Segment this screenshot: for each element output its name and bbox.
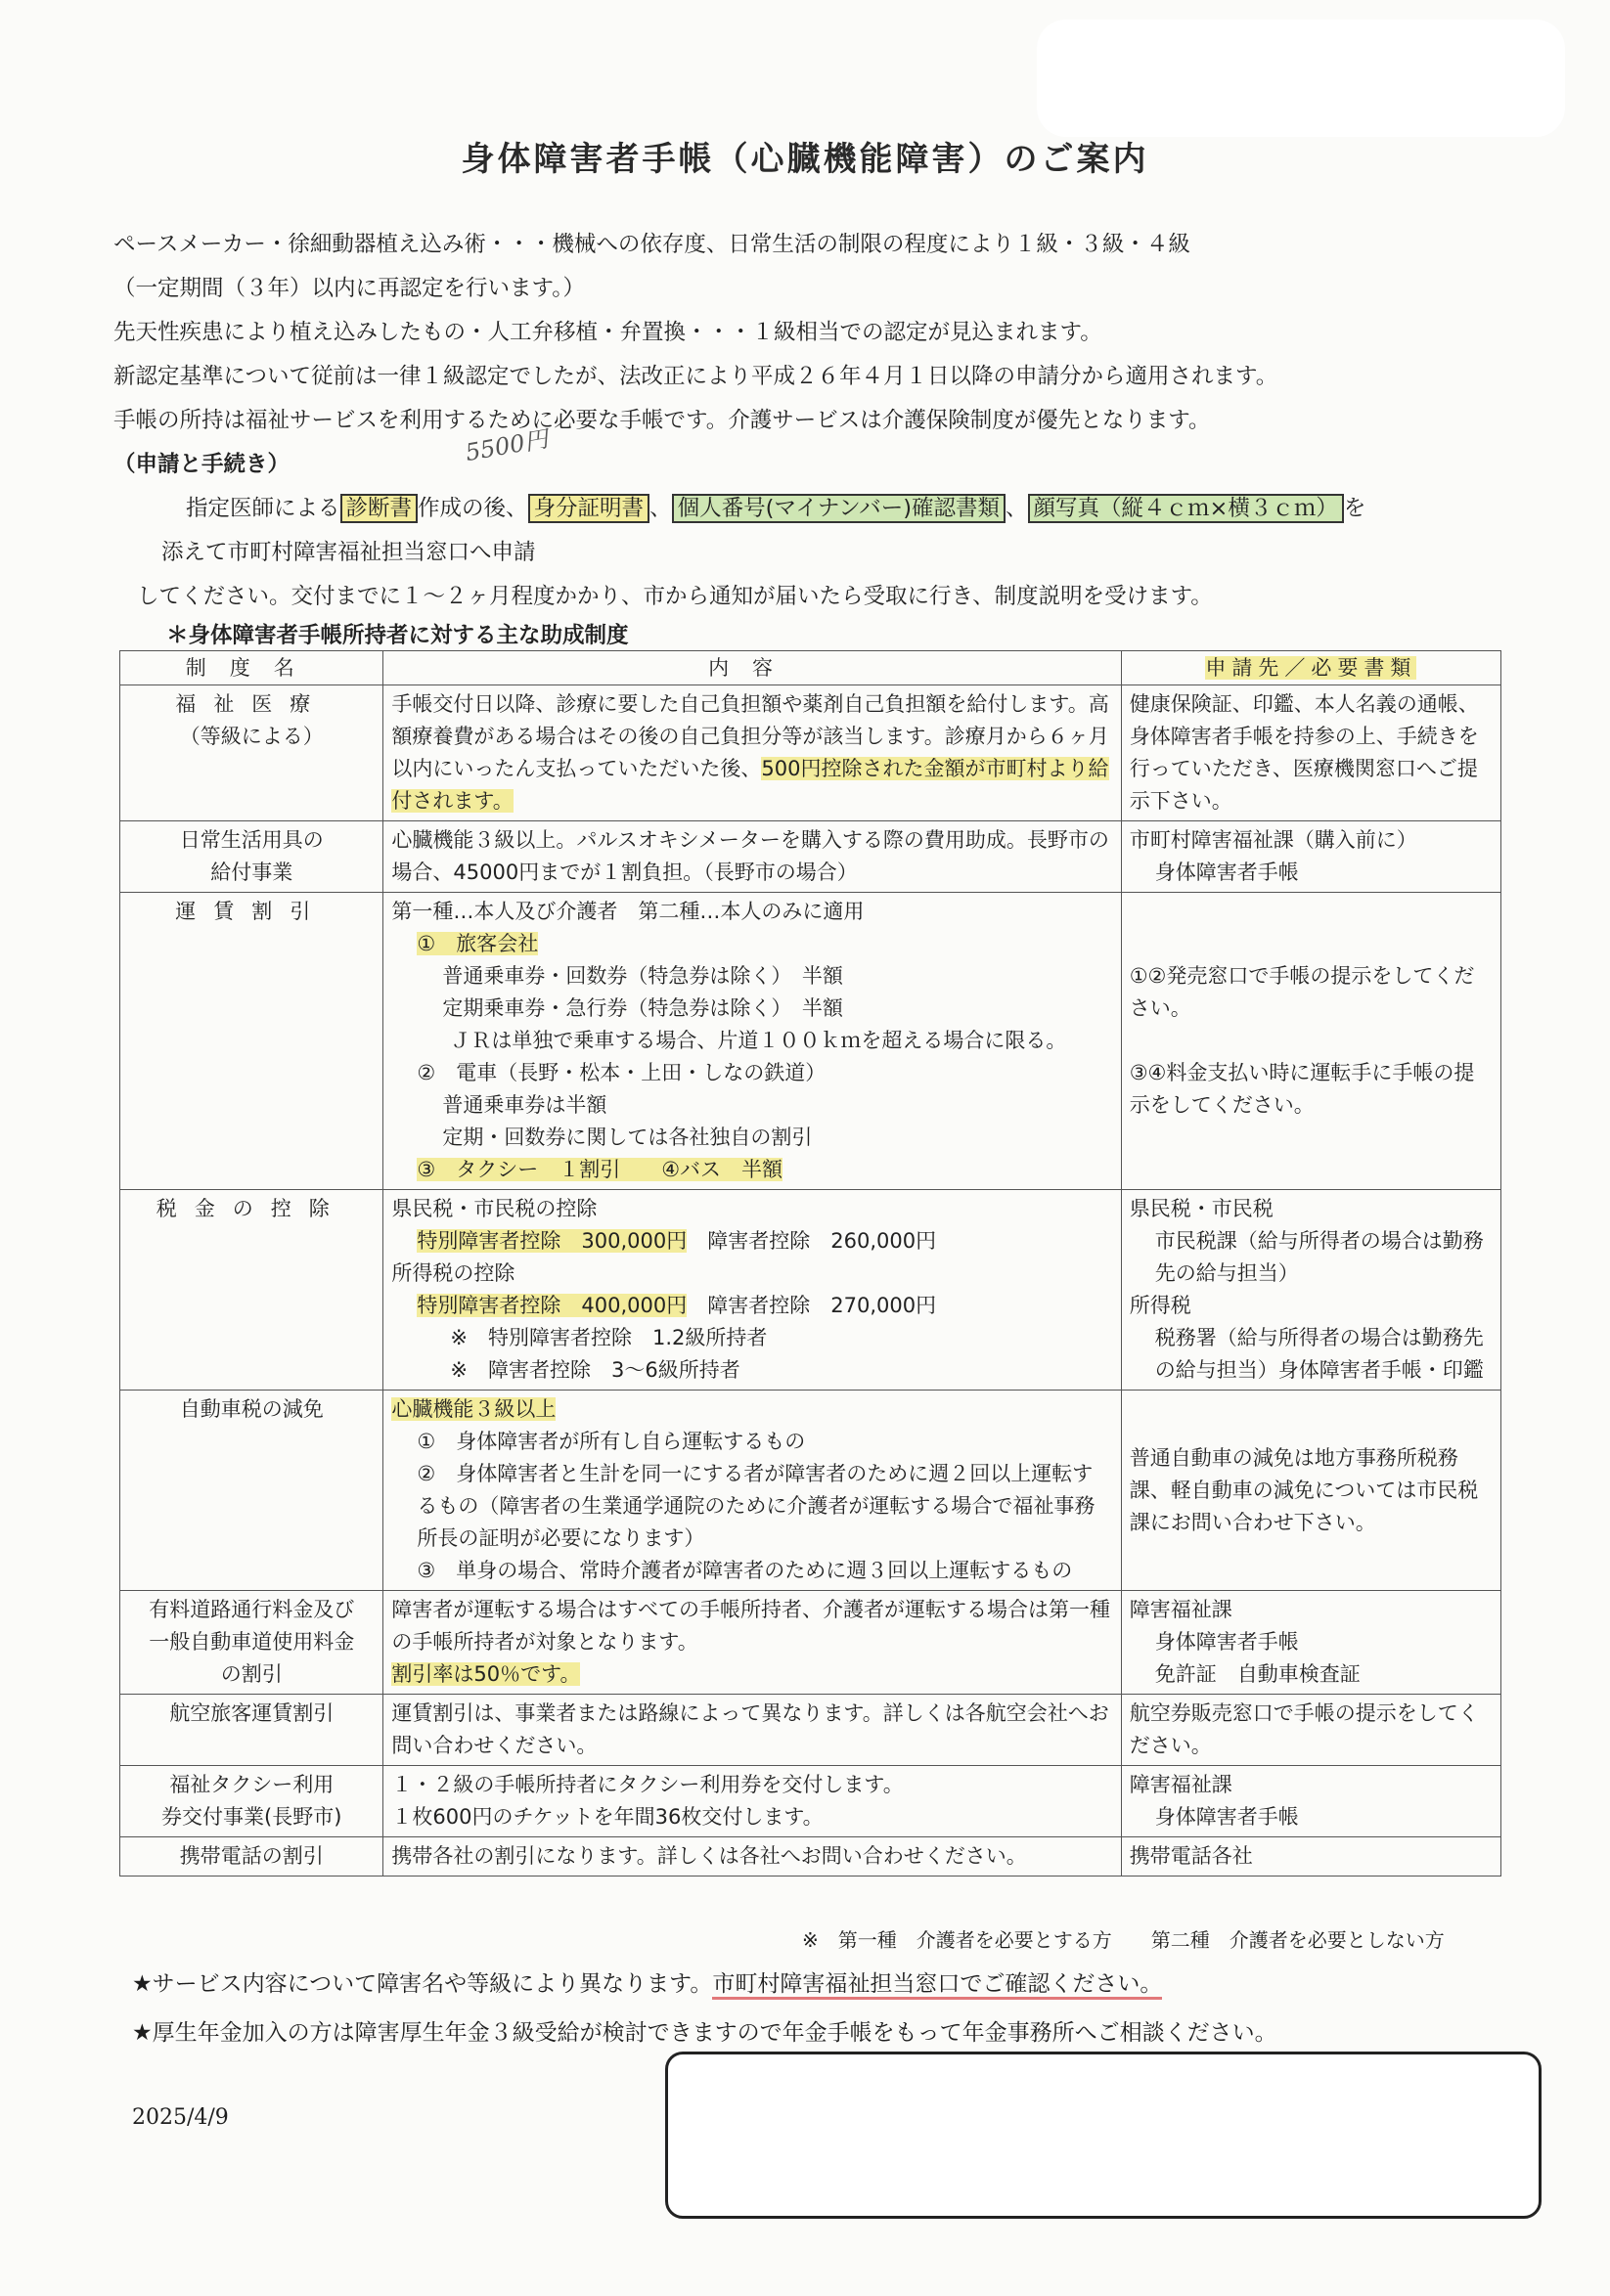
cell-content bbox=[383, 1766, 1121, 1837]
subsidy-table bbox=[119, 650, 1501, 1877]
row-name: 一般自動車道使用料金 bbox=[149, 1630, 355, 1654]
content-line: 県民税・市民税の控除 bbox=[391, 1197, 598, 1220]
cell-apply: 健康保険証、印鑑、本人名義の通帳、身体障害者手帳を持参の上、手続きを行っていただき、医療機関窓口へご提示下さい。 bbox=[1121, 685, 1500, 821]
apply-line: 税務署（給与所得者の場合は勤務先の給与担当）身体障害者手帳・印鑑 bbox=[1154, 1326, 1484, 1382]
procedure-line-2: 添えて市町村障害福祉担当窓口へ申請 bbox=[161, 540, 536, 565]
cell-name bbox=[120, 1766, 383, 1837]
content-highlight: 割引率は50％です。 bbox=[391, 1662, 581, 1686]
table-heading: ＊身体障害者手帳所持者に対する主な助成制度 bbox=[166, 623, 629, 648]
cell-name bbox=[120, 893, 383, 1190]
procedure-line-3: してください。交付までに１〜２ヶ月程度かかり、市から通知が届いたら受取に行き、制度説明を受けます。 bbox=[137, 584, 1213, 609]
cell-apply bbox=[1121, 1591, 1500, 1695]
cell-content bbox=[383, 893, 1121, 1190]
procedure-text: 作成の後、 bbox=[418, 496, 528, 521]
page-title: 身体障害者手帳（心臓機能障害）のご案内 bbox=[461, 140, 1149, 179]
procedure-text: を bbox=[1343, 496, 1366, 521]
procedure-text: 指定医師による bbox=[186, 496, 340, 521]
cell-name bbox=[120, 821, 383, 893]
cell-name: 航空旅客運賃割引 bbox=[120, 1695, 383, 1766]
apply-line: 身体障害者手帳 bbox=[1154, 861, 1299, 884]
row-name: の割引 bbox=[220, 1662, 283, 1686]
row-name: 福祉タクシー利用 bbox=[169, 1773, 335, 1796]
footnote: ※ 第一種 介護者を必要とする方 第二種 介護者を必要としない方 bbox=[802, 1928, 1445, 1952]
content-line: ※ 障害者控除 3〜6級所持者 bbox=[450, 1358, 740, 1382]
content-line: 普通乗車券は半額 bbox=[442, 1093, 607, 1117]
row-fukushi-iryo bbox=[120, 685, 1501, 821]
content-line bbox=[391, 1225, 1112, 1258]
cell-content bbox=[383, 685, 1121, 821]
row-nichijo-seikatsu bbox=[120, 821, 1501, 893]
content-line: １枚600円のチケットを年間36枚交付します。 bbox=[391, 1805, 824, 1829]
apply-line: ①②発売窓口で手帳の提示をしてください。 bbox=[1129, 964, 1475, 1020]
cell-apply bbox=[1121, 1190, 1500, 1391]
content-line: 障害者が運転する場合はすべての手帳所持者、介護者が運転する場合は第一種の手帳所持者が対象となります。 bbox=[391, 1598, 1110, 1654]
redacted-area-top bbox=[1037, 20, 1565, 137]
content-highlight: ③ タクシー １割引 ④バス 半額 bbox=[417, 1158, 783, 1181]
row-name: 有料道路通行料金及び bbox=[149, 1598, 355, 1621]
row-keitai-denwa bbox=[120, 1837, 1501, 1877]
content-line: ③ 単身の場合、常時介護者が障害者のために週３回以上運転するもの bbox=[417, 1559, 1073, 1582]
header-shinseisaki-text: 申請先／必要書類 bbox=[1205, 656, 1417, 680]
content-line: ※ 特別障害者控除 1.2級所持者 bbox=[450, 1326, 768, 1349]
separator: 、 bbox=[1006, 496, 1028, 521]
notice-line-2: ★厚生年金加入の方は障害厚生年金３級受給が検討できますので年金手帳をもって年金事務所へご相談ください。 bbox=[132, 2020, 1277, 2046]
intro-line-3: 先天性疾患により植え込みしたもの・人工弁移植・弁置換・・・１級相当での認定が見込まれます。 bbox=[113, 320, 1102, 345]
item-mibun: 身分証明書 bbox=[528, 494, 650, 523]
content-line: ① 身体障害者が所有し自ら運転するもの bbox=[417, 1430, 806, 1453]
content-line: 定期乗車券・急行券（特急券は除く） 半額 bbox=[442, 996, 843, 1020]
document-date: 2025/4/9 bbox=[132, 2105, 229, 2130]
procedure-line-1 bbox=[186, 491, 1365, 522]
notice-line-1 bbox=[132, 1965, 1162, 1998]
apply-line: ③④料金支払い時に運転手に手帳の提示をしてください。 bbox=[1129, 1061, 1475, 1117]
cell-apply: 航空券販売窓口で手帳の提示をしてください。 bbox=[1121, 1695, 1500, 1766]
spacer bbox=[1130, 928, 1493, 960]
procedure-heading: （申請と手続き） bbox=[113, 452, 291, 477]
content-line: ② 身体障害者と生計を同一にする者が障害者のために週２回以上運転するもの（障害者の生業通学通院のために介護者が運転する場合で福祉事務所長の証明が必要になります） bbox=[417, 1462, 1096, 1550]
cell-apply: 携帯電話各社 bbox=[1121, 1837, 1500, 1877]
row-name: 券交付事業(長野市) bbox=[161, 1805, 342, 1829]
content-line: 普通乗車券・回数券（特急券は除く） 半額 bbox=[442, 964, 843, 988]
content-line: 定期・回数券に関しては各社独自の割引 bbox=[442, 1126, 813, 1149]
cell-name: 携帯電話の割引 bbox=[120, 1837, 383, 1877]
header-shinseisaki bbox=[1121, 651, 1500, 685]
content-text: 障害者控除 260,000円 bbox=[707, 1229, 937, 1253]
cell-apply bbox=[1121, 1766, 1500, 1837]
cell-apply bbox=[1121, 893, 1500, 1190]
cell-name bbox=[120, 1190, 383, 1391]
row-name: 福祉医療 bbox=[175, 692, 329, 716]
row-fukushi-taxi bbox=[120, 1766, 1501, 1837]
cell-name bbox=[120, 1591, 383, 1695]
intro-line-4: 新認定基準について従前は一律１級認定でしたが、法改正により平成２６年４月１日以降の申請分から適用されます。 bbox=[113, 364, 1278, 389]
intro-line-2: （一定期間（３年）以内に再認定を行います。） bbox=[113, 276, 585, 301]
apply-line: 市民税課（給与所得者の場合は勤務先の給与担当） bbox=[1154, 1229, 1484, 1285]
redacted-stamp-box bbox=[665, 2052, 1542, 2219]
row-name-sub: 給付事業 bbox=[210, 861, 293, 884]
apply-line: 身体障害者手帳 bbox=[1154, 1630, 1299, 1654]
content-text: 障害者控除 270,000円 bbox=[707, 1294, 937, 1317]
row-yuryo-doro bbox=[120, 1591, 1501, 1695]
row-koku-ryokaku bbox=[120, 1695, 1501, 1766]
content-line bbox=[391, 928, 1112, 960]
apply-line: 所得税 bbox=[1129, 1294, 1191, 1317]
apply-line: 免許証 自動車検査証 bbox=[1154, 1662, 1361, 1686]
cell-content bbox=[383, 1591, 1121, 1695]
header-naiyo: 内容 bbox=[383, 651, 1121, 685]
intro-line-5: 手帳の所持は福祉サービスを利用するために必要な手帳です。介護サービスは介護保険制度が優先となります。 bbox=[113, 408, 1211, 433]
content-line: ② 電車（長野・松本・上田・しなの鉄道） bbox=[417, 1061, 827, 1084]
content-line bbox=[391, 1658, 1112, 1691]
content-text: 手帳交付日以降、診療に要した自己負担額や薬剤自己負担額を給付します。高額療養費がある場合はその後の自己負担分等が該当します。診療月から６ヶ月以内にいったん支払っていただいた後、 bbox=[391, 692, 1109, 780]
content-line bbox=[391, 1290, 1112, 1322]
handwritten-note: 5500円 bbox=[463, 424, 551, 467]
cell-name: 自動車税の減免 bbox=[120, 1391, 383, 1591]
apply-line: 身体障害者手帳 bbox=[1154, 1805, 1299, 1829]
content-highlight: 500円控除された金額が市町村より給付されます。 bbox=[391, 757, 1109, 813]
item-mynumber: 個人番号(マイナンバー)確認書類 bbox=[672, 494, 1006, 523]
cell-content: 心臓機能３級以上。パルスオキシメーターを購入する際の費用助成。長野市の場合、45000円までが１割負担。（長野市の場合） bbox=[383, 821, 1121, 893]
apply-line: 障害福祉課 bbox=[1129, 1773, 1232, 1796]
cell-content bbox=[383, 1190, 1121, 1391]
content-highlight: 心臓機能３級以上 bbox=[391, 1397, 557, 1421]
cell-apply bbox=[1121, 821, 1500, 893]
apply-line: 障害福祉課 bbox=[1129, 1598, 1232, 1621]
cell-content: 運賃割引は、事業者または路線によって異なります。詳しくは各航空会社へお問い合わせください。 bbox=[383, 1695, 1121, 1766]
row-unchin-waribiki bbox=[120, 893, 1501, 1190]
intro-line-1: ペースメーカー・徐細動器植え込み術・・・機械への依存度、日常生活の制限の程度により１級・３級・４級 bbox=[113, 232, 1190, 257]
apply-line: 普通自動車の減免は地方事務所税務課、軽自動車の減免については市民税課にお問い合わせ下さい。 bbox=[1129, 1445, 1479, 1534]
separator: 、 bbox=[649, 496, 672, 521]
row-name: 税金の控除 bbox=[156, 1197, 347, 1220]
spacer bbox=[1130, 896, 1493, 928]
content-highlight: ① 旅客会社 bbox=[417, 932, 539, 955]
content-line bbox=[391, 1393, 1112, 1426]
notice-underlined: 市町村障害福祉担当窓口でご確認ください。 bbox=[712, 1971, 1162, 2000]
item-photo: 顔写真（縦４ｃｍ×横３ｃｍ） bbox=[1028, 494, 1344, 523]
content-line: 所得税の控除 bbox=[391, 1261, 515, 1285]
header-seido: 制度名 bbox=[120, 651, 383, 685]
row-jidoshazei-genmen bbox=[120, 1391, 1501, 1591]
notice-text: ★サービス内容について障害名や等級により異なります。 bbox=[132, 1971, 713, 1997]
content-line: ＪＲは単独で乗車する場合、片道１００ｋｍを超える場合に限る。 bbox=[450, 1029, 1067, 1052]
row-zeikin-kojo bbox=[120, 1190, 1501, 1391]
content-highlight: 特別障害者控除 300,000円 bbox=[417, 1229, 688, 1253]
apply-line: 市町村障害福祉課（購入前に） bbox=[1129, 828, 1417, 852]
spacer bbox=[1130, 1025, 1493, 1057]
content-line: １・２級の手帳所持者にタクシー利用券を交付します。 bbox=[391, 1773, 904, 1796]
apply-line: 県民税・市民税 bbox=[1129, 1197, 1274, 1220]
cell-apply bbox=[1121, 1391, 1500, 1591]
item-shindansho: 診断書 bbox=[340, 494, 419, 523]
row-name: 日常生活用具の bbox=[179, 828, 324, 852]
table-header-row bbox=[120, 651, 1501, 685]
cell-content bbox=[383, 1391, 1121, 1591]
content-line: 第一種…本人及び介護者 第二種…本人のみに適用 bbox=[391, 900, 865, 923]
row-name-sub: （等級による） bbox=[179, 725, 324, 748]
content-highlight: 特別障害者控除 400,000円 bbox=[417, 1294, 688, 1317]
cell-content: 携帯各社の割引になります。詳しくは各社へお問い合わせください。 bbox=[383, 1837, 1121, 1877]
row-name: 運賃割引 bbox=[175, 900, 329, 923]
cell-name bbox=[120, 685, 383, 821]
content-line bbox=[391, 1154, 1112, 1186]
